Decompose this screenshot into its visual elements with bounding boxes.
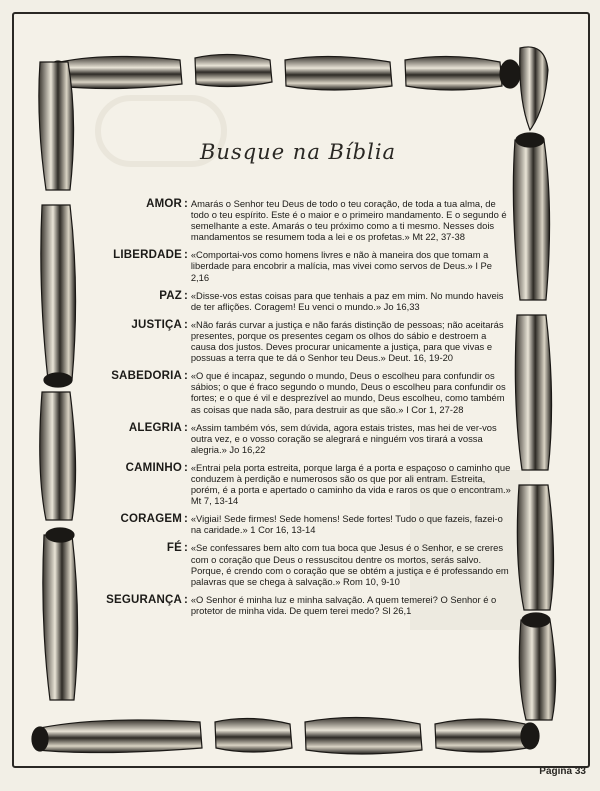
list-item: LIBERDADE : «Comportai-vos como homens livres e não à maneira dos que tomam a liberdade para encobrir a malícia, mas vivei como servos de Deus.» I Pe 2,16 (92, 249, 512, 282)
entry-verse: «Assim também vós, sem dúvida, agora estais tristes, mas hei de ver-vos outra vez, e o vosso coração se alegrará e ninguém vos tirará a vossa alegria.» Jo 16,22 (190, 421, 497, 455)
entry-verse: «O Senhor é minha luz e minha salvação. A quem temerei? O Senhor é o protetor de minha vida. De quem terei medo? Sl 26,1 (190, 593, 497, 616)
entry-term: SABEDORIA (111, 370, 182, 383)
right-scroll-column (513, 133, 555, 720)
entry-verse: «Disse-vos estas coisas para que tenhais a paz em mim. No mundo haveis de ter aflições. Coragem! Eu venci o mundo.» Jo 16,33 (190, 289, 504, 312)
bottom-scroll-row (32, 717, 539, 754)
list-item: SEGURANÇA : «O Senhor é minha luz e minha salvação. A quem temerei? O Senhor é o protetor de minha vida. De quem terei medo? Sl 26,1 (92, 594, 512, 616)
list-item: FÉ : «Se confessares bem alto com tua boca que Jesus é o Senhor, e se creres com o coração que Deus o ressuscitou dentre os mortos, serás salvo. Porque, é crendo com o coração que se obtém a justiça e é professando em palavras que se chega à salvação.» Rom 10, 9-10 (92, 542, 512, 586)
entry-term: CAMINHO (125, 461, 182, 474)
entry-verse: «Comportai-vos como homens livres e não à maneira dos que tomam a liberdade para encobrir a malícia, mas vivei como servos de Deus.» I Pe 2,16 (190, 249, 493, 283)
entry-term: JUSTIÇA (131, 318, 182, 331)
list-item: SABEDORIA : «O que é incapaz, segundo o mundo, Deus o escolheu para confundir os sábios; o que é fraco segundo o mundo, Deus o escolheu para confundir os fortes; e o que é vil e desprezível ao mundo, Deus escolheu, como também as coisas que nada são, para destruir as que são.» I Cor 1, 27-28 (92, 370, 512, 414)
entry-verse: «O que é incapaz, segundo o mundo, Deus o escolheu para confundir os sábios; o que é fraco segundo o mundo, Deus o escolheu para confundir os fortes; e o que é vil e desprezível ao mundo, Deus escolheu, como também as coisas que nada são, para destruir as que são.» I Cor 1, 27-28 (190, 370, 506, 415)
list-item: CAMINHO : «Entrai pela porta estreita, porque larga é a porta e espaçoso o caminho que conduzem à perdição e numerosos são os que por ali entram. Estreita, porém, é a porta e apertado o caminho da vida e raros os que o encontram.» Mt 7, 13-14 (92, 462, 512, 506)
entry-verse: Amarás o Senhor teu Deus de todo o teu coração, de toda a tua alma, de todo o teu espírito. Este é o maior e o primeiro mandamento. E o segundo é semelhante a este. Amarás o teu próximo como a ti mesmo. Nesses dois mandamentos se resumem toda a lei e os profetas.» Mt 22, 37-38 (190, 198, 507, 243)
entry-term: SEGURANÇA (106, 593, 182, 606)
list-item: ALEGRIA : «Assim também vós, sem dúvida, agora estais tristes, mas hei de ver-vos outra vez, e o vosso coração se alegrará e ninguém vos tirará a vossa alegria.» Jo 16,22 (92, 422, 512, 455)
entry-term: ALEGRIA (128, 421, 182, 434)
page-title: Busque na Bíblia (200, 140, 397, 164)
entry-verse: «Não farás curvar a justiça e não farás distinção de pessoas; não aceitarás presentes, porque os presentes cegam os olhos do sábio e destroem a causa dos justos. Deves procurar unicamente a justiça, para que vivas e possuas a terra que te dá o Senhor teu Deus.» Deut. 16, 19-20 (190, 318, 504, 364)
verse-list (92, 198, 512, 623)
list-item: JUSTIÇA : «Não farás curvar a justiça e não farás distinção de pessoas; não aceitarás presentes, porque os presentes cegam os olhos do sábio e destroem a causa dos justos. Deves procurar unicamente a justiça, para que vivas e possuas a terra que te dá o Senhor teu Deus.» Deut. 16, 19-20 (92, 319, 512, 363)
entry-term: LIBERDADE (113, 249, 182, 262)
entry-verse: «Vigiai! Sede firmes! Sede homens! Sede fortes! Tudo o que fazeis, fazei-o na caridade.» 1 Cor 16, 13-14 (190, 513, 503, 536)
top-scroll-row (49, 47, 548, 130)
page-number: Página 33 (539, 766, 586, 777)
entry-verse: «Entrai pela porta estreita, porque larga é a porta e espaçoso o caminho que conduzem à perdição e numerosos são os que por ali entram. Estreita, porém, é a porta e apertado o caminho da vida e raros os que o encontram.» Mt 7, 13-14 (190, 461, 511, 507)
entry-term: AMOR (146, 198, 182, 210)
list-item: CORAGEM : «Vigiai! Sede firmes! Sede homens! Sede fortes! Tudo o que fazeis, fazei-o na caridade.» 1 Cor 16, 13-14 (92, 513, 512, 535)
list-item: AMOR : Amarás o Senhor teu Deus de todo o teu coração, de toda a tua alma, de todo o teu espírito. Este é o maior e o primeiro mandamento. E o segundo é semelhante a este. Amarás o teu próximo como a ti mesmo. Nesses dois mandamentos se resumem toda a lei e os profetas.» Mt 22, 37-38 (92, 198, 512, 242)
left-scroll-column (39, 62, 78, 700)
entry-term: FÉ (166, 542, 182, 555)
entry-term: CORAGEM (120, 513, 182, 526)
entry-term: PAZ (159, 289, 182, 302)
list-item: PAZ : «Disse-vos estas coisas para que tenhais a paz em mim. No mundo haveis de ter aflições. Coragem! Eu venci o mundo.» Jo 16,33 (92, 290, 512, 312)
entry-verse: «Se confessares bem alto com tua boca que Jesus é o Senhor, e se creres com o coração que Deus o ressuscitou dentre os mortos, serás salvo. Porque, é crendo com o coração que se obtém a justiça e é professando em palavras que se chega à salvação.» Rom 10, 9-10 (190, 542, 509, 587)
